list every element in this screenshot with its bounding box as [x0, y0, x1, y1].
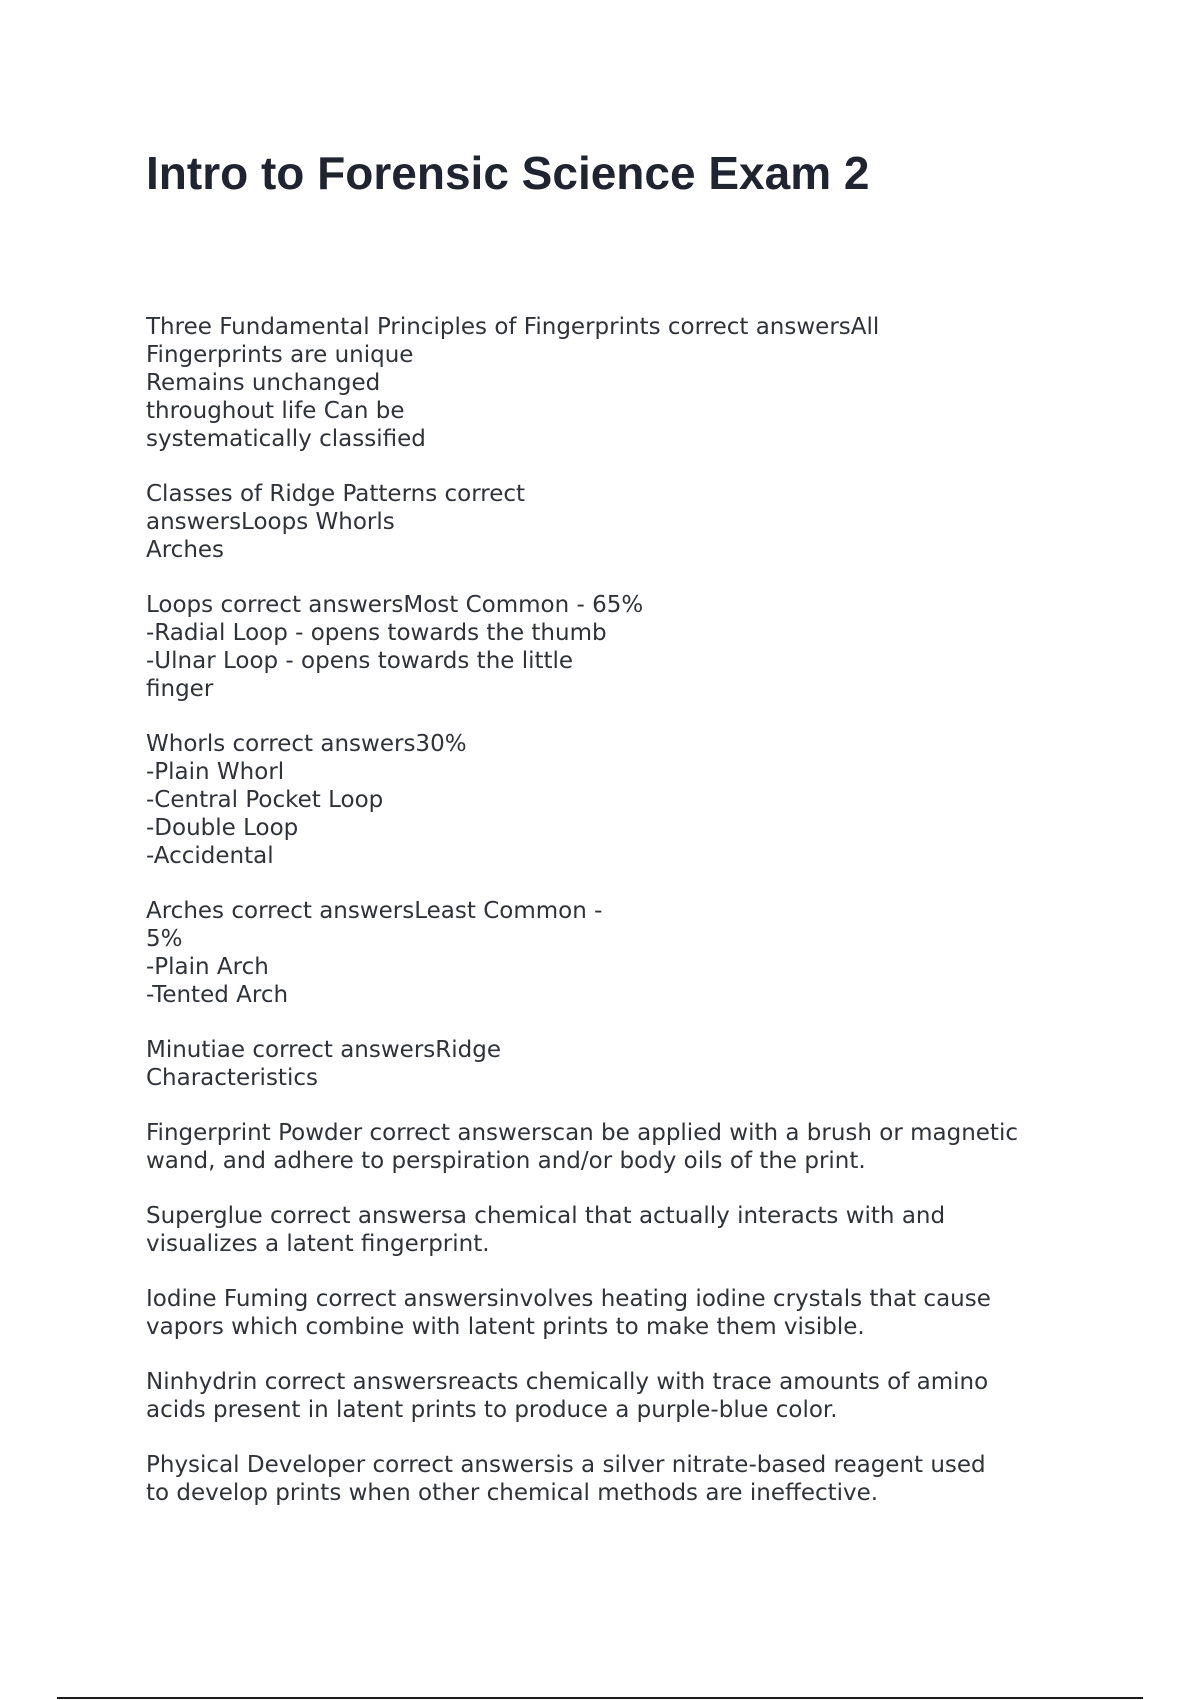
entry-line: Remains unchanged — [146, 370, 381, 396]
entry-line: 5% — [146, 926, 183, 952]
entry-line: -Central Pocket Loop — [146, 787, 384, 813]
qa-entry — [146, 897, 1086, 1009]
entry-line: Iodine Fuming correct answersinvolves heating iodine crystals that cause — [146, 1286, 991, 1312]
entry-line: -Double Loop — [146, 815, 299, 841]
entry-line: acids present in latent prints to produce a purple-blue color. — [146, 1397, 838, 1423]
entry-line: -Accidental — [146, 843, 274, 869]
entry-line: -Radial Loop - opens towards the thumb — [146, 620, 607, 646]
entry-line: Physical Developer correct answersis a silver nitrate-based reagent used — [146, 1452, 986, 1478]
entry-line: finger — [146, 676, 214, 702]
entry-line: -Plain Whorl — [146, 759, 285, 785]
qa-entry — [146, 1202, 1086, 1258]
entry-line: Arches correct answersLeast Common - — [146, 898, 603, 924]
entry-line: Whorls correct answers30% — [146, 731, 467, 757]
qa-entry — [146, 730, 1086, 870]
document-title: Intro to Forensic Science Exam 2 — [146, 147, 870, 199]
entry-line: Fingerprints are unique — [146, 342, 414, 368]
qa-entry — [146, 1285, 1086, 1341]
entry-line: Superglue correct answersa chemical that actually interacts with and — [146, 1203, 946, 1229]
entry-line: to develop prints when other chemical methods are ineffective. — [146, 1480, 879, 1506]
qa-entry — [146, 313, 1086, 453]
qa-entry — [146, 1036, 1086, 1092]
entry-line: throughout life Can be — [146, 398, 405, 424]
qa-entry — [146, 1368, 1086, 1424]
entry-line: Three Fundamental Principles of Fingerprints correct answersAll — [146, 314, 880, 340]
entry-line: Fingerprint Powder correct answerscan be applied with a brush or magnetic — [146, 1120, 1018, 1146]
qa-entry — [146, 480, 1086, 564]
entry-line: Classes of Ridge Patterns correct — [146, 481, 526, 507]
entry-line: Characteristics — [146, 1065, 318, 1091]
qa-entries — [146, 313, 1086, 1534]
qa-entry — [146, 1119, 1086, 1175]
entry-line: Loops correct answersMost Common - 65% — [146, 592, 644, 618]
entry-line: answersLoops Whorls — [146, 509, 395, 535]
entry-line: systematically classified — [146, 426, 426, 452]
entry-line: visualizes a latent fingerprint. — [146, 1231, 490, 1257]
entry-line: vapors which combine with latent prints to make them visible. — [146, 1314, 865, 1340]
entry-line: Ninhydrin correct answersreacts chemically with trace amounts of amino — [146, 1369, 989, 1395]
entry-line: Minutiae correct answersRidge — [146, 1037, 501, 1063]
footer-divider — [57, 1697, 1143, 1699]
entry-line: -Tented Arch — [146, 982, 289, 1008]
qa-entry — [146, 1451, 1086, 1507]
entry-line: -Plain Arch — [146, 954, 269, 980]
entry-line: -Ulnar Loop - opens towards the little — [146, 648, 574, 674]
entry-line: wand, and adhere to perspiration and/or body oils of the print. — [146, 1148, 866, 1174]
entry-line: Arches — [146, 537, 225, 563]
qa-entry — [146, 591, 1086, 703]
